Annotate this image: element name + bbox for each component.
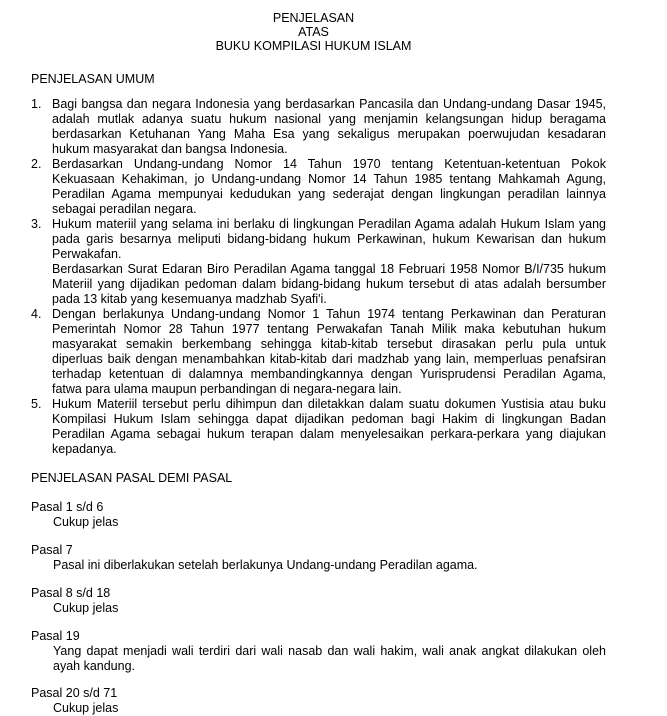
- list-paragraph: Berdasarkan Undang-undang Nomor 14 Tahun 1970 tentang Ketentuan-ketentuan Pokok Kekuasaan Kehakiman, jo Undang-undang Nomor 14 Tahun 1985 tentang Mahkamah Agung, Peradilan Agama mempunyai kedudukan yang sederajat dengan lingkungan peradilan lainnya sebagai peradilan negara.: [52, 157, 606, 216]
- pasal-label: Pasal 7: [31, 543, 73, 557]
- pasal-entry: [31, 629, 606, 674]
- list-item: [31, 217, 606, 307]
- title-line-1: PENJELASAN: [272, 11, 355, 25]
- list-number: 4.: [31, 307, 42, 321]
- pasal-label: Pasal 1 s/d 6: [31, 500, 104, 514]
- list-number: 1.: [31, 97, 42, 111]
- list-number: 5.: [31, 397, 42, 411]
- list-item: [31, 97, 606, 157]
- pasal-entry: [31, 543, 606, 573]
- pasal-label: Pasal 8 s/d 18: [31, 586, 111, 600]
- list-paragraph: Berdasarkan Surat Edaran Biro Peradilan Agama tanggal 18 Februari 1958 Nomor B/I/735 hukum Materiil yang dijadikan pedoman dalam bidang-bidang hukum tersebut di atas adalah bersumber pada 13 kitab yang kesemuanya madzhab Syafi'i.: [52, 262, 606, 306]
- document-title: [0, 11, 627, 53]
- pasal-entry: [31, 586, 606, 616]
- pasal-entry: [31, 686, 606, 716]
- pasal-body: Cukup jelas: [53, 515, 119, 529]
- pasal-label: Pasal 19: [31, 629, 80, 643]
- list-paragraph: Dengan berlakunya Undang-undang Nomor 1 Tahun 1974 tentang Perkawinan dan Peraturan Pemerintah Nomor 28 Tahun 1977 tentang Perwakafan Tanah Milik maka kebutuhan hukum masyarakat semakin berkembang sehingga kitab-kitab tersebut dirasakan perlu pula untuk diperluas baik dengan menambahkan kitab-kitab dari madzhab yang lain, memperluas penafsiran terhadap ketentuan di dalamnya membandingkannya dengan Yurisprudensi Peradilan Agama, fatwa para ulama maupun perbandingan di negara-negara lain.: [52, 307, 606, 396]
- pasal-body: Cukup jelas: [53, 601, 119, 615]
- list-paragraph: Bagi bangsa dan negara Indonesia yang berdasarkan Pancasila dan Undang-undang Dasar 1945, adalah mutlak adanya suatu hukum nasional yang menjamin kelangsungan hidup beragama berdasarkan Ketuhanan Yang Maha Esa yang sekaligus merupakan poerwujudan kesadaran hukum masyarakat dan bangsa Indonesia.: [52, 97, 606, 156]
- pasal-body: Pasal ini diberlakukan setelah berlakunya Undang-undang Peradilan agama.: [53, 558, 478, 572]
- pasal-entry: [31, 500, 606, 530]
- list-number: 2.: [31, 157, 42, 171]
- pasal-label: Pasal 20 s/d 71: [31, 686, 118, 700]
- list-paragraph: Hukum materiil yang selama ini berlaku di lingkungan Peradilan Agama adalah Hukum Islam yang pada garis besarnya meliputi bidang-bidang hukum Perkawinan, hukum Kewarisan dan hukum Perwakafan.: [52, 217, 606, 261]
- list-item: [31, 397, 606, 457]
- title-line-3: BUKU KOMPILASI HUKUM ISLAM: [215, 39, 412, 53]
- pasal-body: Cukup jelas: [53, 701, 119, 715]
- list-number: 3.: [31, 217, 42, 231]
- list-item: [31, 307, 606, 397]
- title-line-2: ATAS: [298, 25, 329, 39]
- section-heading-pasal: PENJELASAN PASAL DEMI PASAL: [31, 471, 233, 485]
- section-heading-umum: PENJELASAN UMUM: [31, 72, 155, 86]
- list-paragraph: Hukum Materiil tersebut perlu dihimpun dan diletakkan dalam suatu dokumen Yustisia atau buku Kompilasi Hukum Islam sehingga dapat dijadikan pedoman bagi Hakim di lingkungan Badan Peradilan Agama sebagai hukum terapan dalam menyelesaikan perkara-perkara yang diajukan kepadanya.: [52, 397, 606, 456]
- pasal-body: Yang dapat menjadi wali terdiri dari wali nasab dan wali hakim, wali anak angkat dilakukan oleh ayah kandung.: [53, 644, 606, 673]
- list-item: [31, 157, 606, 217]
- umum-list: [31, 97, 606, 457]
